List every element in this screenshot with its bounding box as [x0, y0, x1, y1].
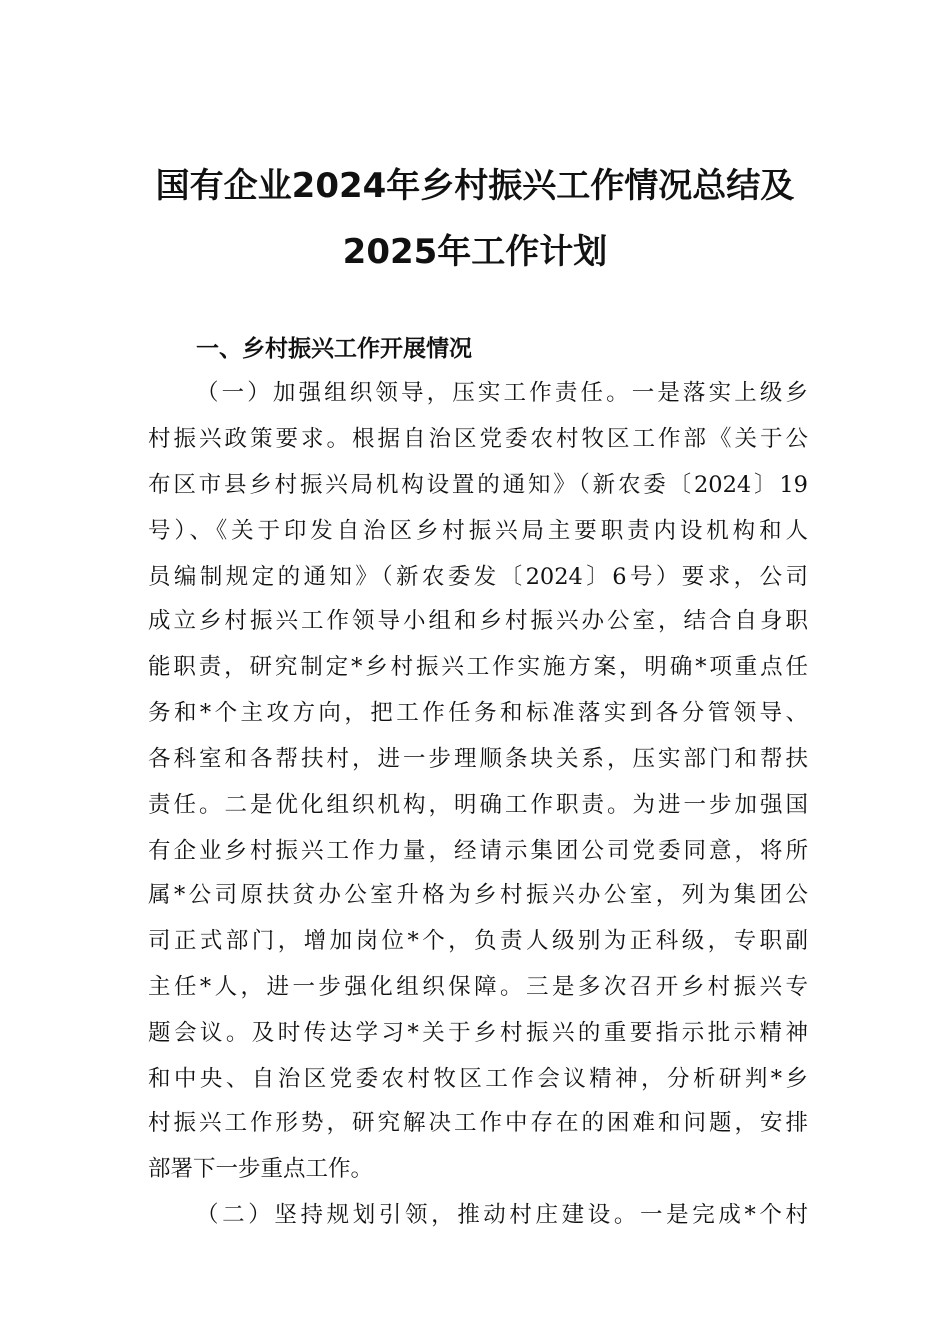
document-title-line-1: 国有企业2024年乡村振兴工作情况总结及 — [155, 166, 795, 206]
paragraph-line: 村振兴工作形势，研究解决工作中存在的困难和问题，安排 — [148, 1110, 808, 1136]
paragraph-line: （一）加强组织领导，压实工作责任。一是落实上级乡 — [196, 380, 808, 406]
section-heading-1: 一、乡村振兴工作开展情况 — [196, 336, 472, 362]
document-title-line-2: 2025年工作计划 — [342, 232, 608, 272]
paragraph-line: 属*公司原扶贫办公室升格为乡村振兴办公室，列为集团公 — [148, 882, 808, 908]
paragraph-line: 村振兴政策要求。根据自治区党委农村牧区工作部《关于公 — [148, 426, 808, 452]
paragraph-line: 和中央、自治区党委农村牧区工作会议精神，分析研判*乡 — [148, 1066, 808, 1092]
paragraph-line: 布区市县乡村振兴局机构设置的通知》（新农委〔2024〕19 — [148, 472, 808, 498]
paragraph-line: 成立乡村振兴工作领导小组和乡村振兴办公室，结合自身职 — [148, 608, 808, 634]
paragraph-line: 能职责，研究制定*乡村振兴工作实施方案，明确*项重点任 — [148, 654, 808, 680]
paragraph-line: 各科室和各帮扶村，进一步理顺条块关系，压实部门和帮扶 — [148, 746, 808, 772]
paragraph-line: 主任*人，进一步强化组织保障。三是多次召开乡村振兴专 — [148, 974, 808, 1000]
paragraph-line: 务和*个主攻方向，把工作任务和标准落实到各分管领导、 — [148, 700, 808, 726]
paragraph-line: 题会议。及时传达学习*关于乡村振兴的重要指示批示精神 — [148, 1020, 808, 1046]
paragraph-line: 员编制规定的通知》（新农委发〔2024〕6号）要求，公司 — [148, 564, 808, 590]
paragraph-line: 部署下一步重点工作。 — [148, 1156, 374, 1182]
paragraph-line: 号）、《关于印发自治区乡村振兴局主要职责内设机构和人 — [148, 518, 808, 544]
paragraph-line: （二）坚持规划引领，推动村庄建设。一是完成*个村 — [196, 1202, 808, 1228]
paragraph-line: 有企业乡村振兴工作力量，经请示集团公司党委同意，将所 — [148, 838, 808, 864]
paragraph-line: 责任。二是优化组织机构，明确工作职责。为进一步加强国 — [148, 792, 808, 818]
paragraph-line: 司正式部门，增加岗位*个，负责人级别为正科级，专职副 — [148, 928, 808, 954]
